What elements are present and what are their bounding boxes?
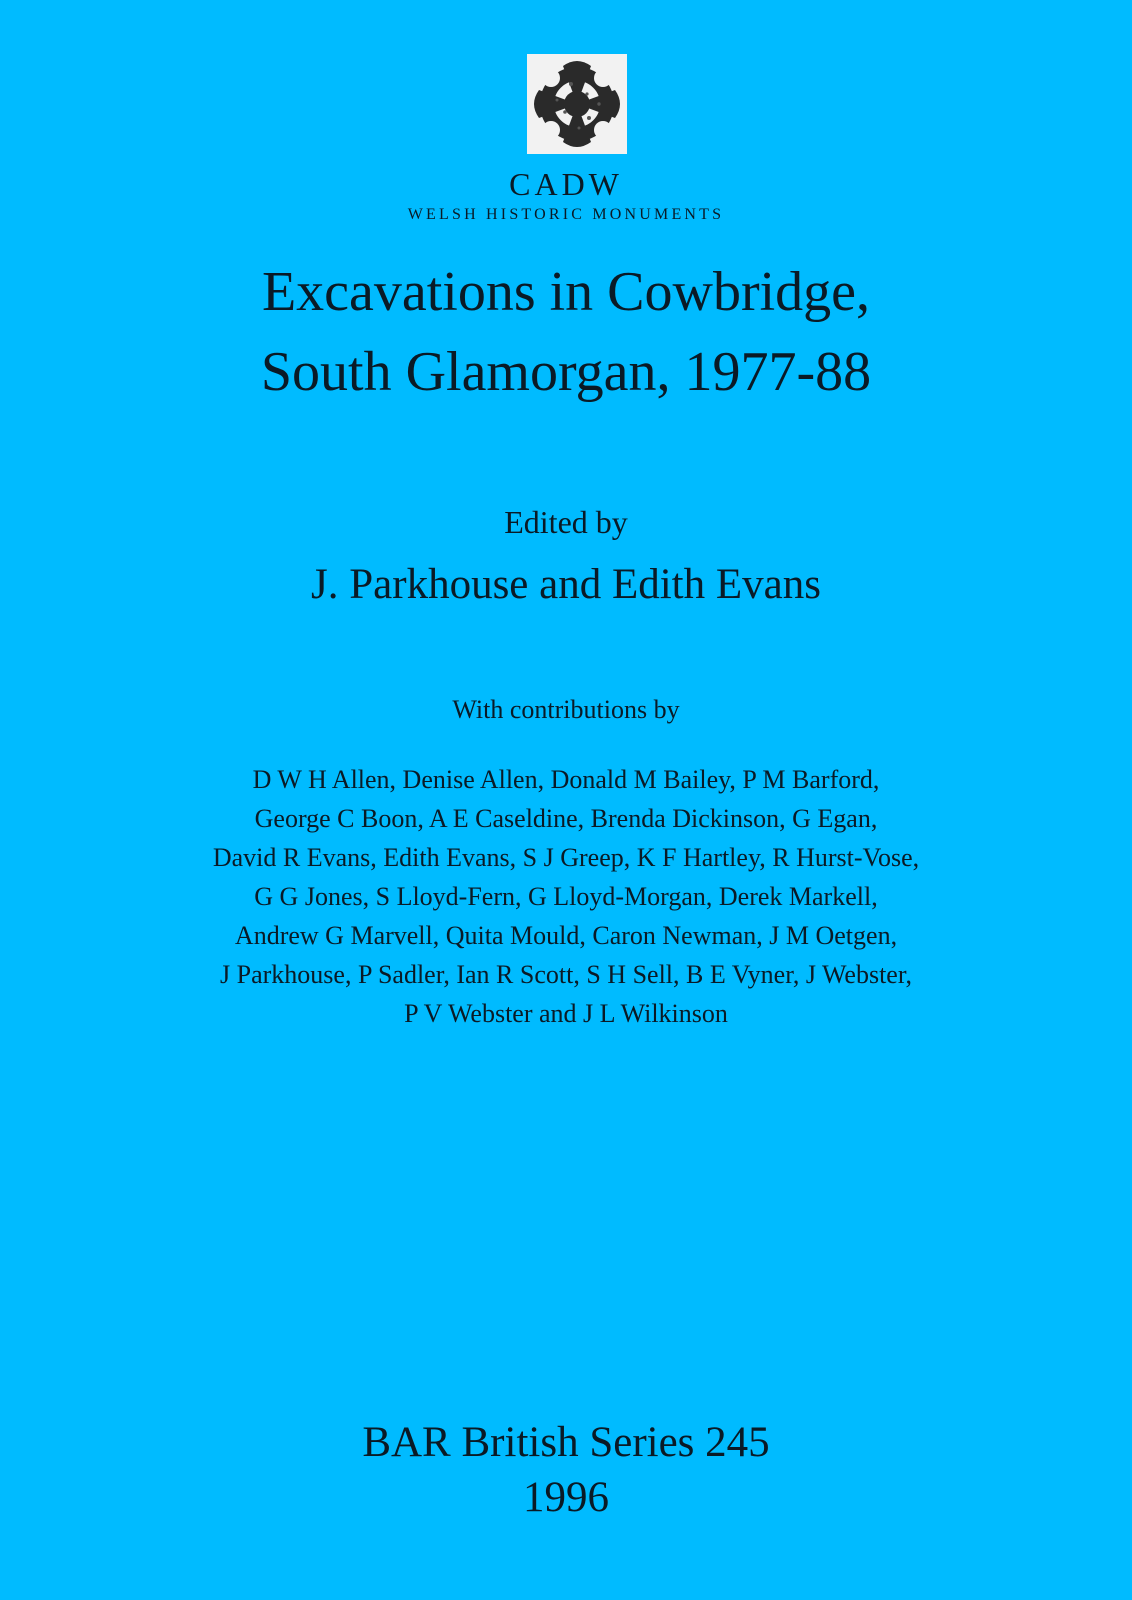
org-name: CADW <box>509 166 623 202</box>
editor-names: J. Parkhouse and Edith Evans <box>311 561 821 608</box>
contributors-line: Andrew G Marvell, Quita Mould, Caron Newman, J M Oetgen, <box>234 921 898 950</box>
publication-year: 1996 <box>523 1474 609 1521</box>
contributors-line: D W H Allen, Denise Allen, Donald M Bailey, P M Barford, <box>252 765 880 794</box>
title-line: Excavations in Cowbridge, <box>261 261 871 323</box>
book-title <box>0 252 1132 412</box>
contributors-line: G G Jones, S Lloyd-Fern, G Lloyd-Morgan, Derek Markell, <box>254 882 878 911</box>
contributors-line: George C Boon, A E Caseldine, Brenda Dickinson, G Egan, <box>254 804 878 833</box>
series-name: BAR British Series 245 <box>362 1419 770 1466</box>
contributions-label: With contributions by <box>452 695 680 724</box>
cadw-logo <box>527 54 627 154</box>
contributors-line: P V Webster and J L Wilkinson <box>404 999 728 1028</box>
contributors-line: David R Evans, Edith Evans, S J Greep, K F Hartley, R Hurst-Vose, <box>212 843 920 872</box>
title-line: South Glamorgan, 1977-88 <box>260 341 872 403</box>
org-subtitle: WELSH HISTORIC MONUMENTS <box>407 206 725 223</box>
contributors-list <box>0 760 1132 1033</box>
celtic-cross-icon <box>527 54 627 154</box>
contributors-line: J Parkhouse, P Sadler, Ian R Scott, S H Sell, B E Vyner, J Webster, <box>220 960 912 989</box>
edited-by-label: Edited by <box>504 504 628 540</box>
